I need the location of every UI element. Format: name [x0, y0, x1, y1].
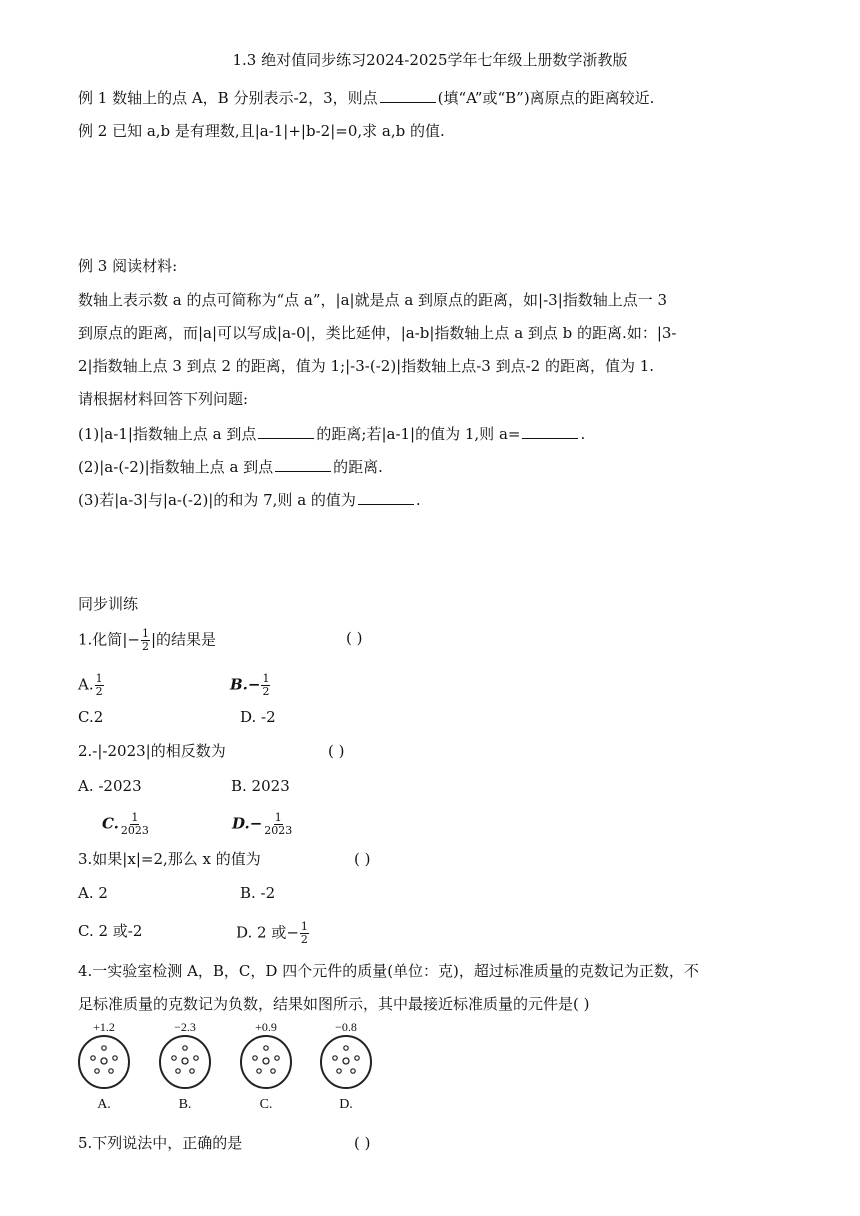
- component-value: +1.2: [93, 1020, 115, 1034]
- minus-sign: −: [286, 923, 299, 942]
- answer-paren: ( ): [354, 1134, 371, 1152]
- minus-sign: −: [249, 814, 263, 833]
- q2-text-a: (2)|a-(-2)|指数轴上点 a 到点: [78, 458, 274, 476]
- option-b: B. -2: [240, 884, 276, 902]
- fraction: [120, 812, 150, 837]
- option-d: [232, 812, 294, 837]
- example-2: 例 2 已知 a,b 是有理数,且|a-1|+|b-2|=0,求 a,b 的值.: [78, 122, 445, 140]
- fraction: [263, 812, 293, 837]
- sync-question-4-line-1: 4.一实验室检测 A，B，C，D 四个元件的质量(单位：克)，超过标准质量的克数记为正数，不: [78, 962, 699, 980]
- example-3-question-1: [78, 424, 585, 444]
- numerator: 1: [300, 920, 308, 933]
- material-line-2: 到原点的距离，而|a|可以写成|a-0|，类比延伸，|a-b|指数轴上点 a 到点 b 的距离.如：|3-: [78, 324, 677, 342]
- denominator: 2: [95, 685, 103, 698]
- option-c: C. 2 或-2: [78, 922, 143, 940]
- denominator: 2: [262, 685, 270, 698]
- fraction: [261, 673, 270, 698]
- abs-bar: |: [122, 630, 128, 649]
- denominator: 2023: [264, 824, 293, 837]
- answer-paren: ( ): [328, 742, 345, 760]
- component-disc-icon: [238, 1034, 294, 1090]
- q3-text-a: (3)若|a-3|与|a-(-2)|的和为 7,则 a 的值为: [78, 491, 356, 509]
- option-a: A. 2: [78, 884, 108, 902]
- option-c: [102, 812, 151, 837]
- q-text: 的结果是: [156, 630, 217, 649]
- option-letter: B.: [230, 675, 248, 694]
- component-label: B.: [178, 1097, 192, 1112]
- option-c: C.2: [78, 708, 104, 726]
- example-1-text: 例 1 数轴上的点 A，B 分别表示-2，3，则点: [78, 89, 378, 107]
- fraction: [300, 921, 309, 946]
- q1-text-a: (1)|a-1|指数轴上点 a 到点: [78, 425, 257, 443]
- denominator: 2023: [120, 824, 149, 837]
- component-c: [236, 1020, 296, 1113]
- component-value: +0.9: [255, 1020, 277, 1034]
- answer-paren: ( ): [346, 629, 363, 647]
- option-d: D. -2: [240, 708, 276, 726]
- fraction: [95, 673, 104, 698]
- option-letter: C.: [102, 814, 119, 833]
- answer-blank: [258, 424, 314, 439]
- option-letter: A.: [78, 675, 94, 694]
- numerator: 1: [274, 811, 282, 824]
- component-disc-icon: [157, 1034, 213, 1090]
- q1-text-b: 的距离;若|a-1|的值为 1,则 a=: [316, 425, 521, 443]
- abs-bar: |: [150, 630, 157, 649]
- numerator: 1: [141, 627, 149, 640]
- component-disc-icon: [318, 1034, 374, 1090]
- numerator: 1: [262, 672, 270, 685]
- component-label: C.: [259, 1097, 273, 1112]
- q3-text-b: .: [415, 491, 421, 509]
- page-title: 1.3 绝对值同步练习2024-2025学年七年级上册数学浙教版: [232, 51, 628, 69]
- answer-paren: ( ): [354, 850, 371, 868]
- component-d: [316, 1020, 376, 1113]
- option-b: [230, 673, 271, 698]
- sync-question-1: [78, 628, 216, 653]
- q2-text-b: 的距离.: [333, 458, 383, 476]
- denominator: 2: [300, 933, 308, 946]
- sync-heading: 同步训练: [78, 595, 139, 613]
- example-1: [78, 88, 654, 108]
- material-line-3: 2|指数轴上点 3 到点 2 的距离，值为 1;|-3-(-2)|指数轴上点-3 到点-2 的距离，值为 1.: [78, 357, 655, 375]
- component-disc-icon: [76, 1034, 132, 1090]
- sync-question-4-line-2: 足标准质量的克数记为负数，结果如图所示，其中最接近标准质量的元件是( ): [78, 995, 590, 1013]
- answer-blank: [275, 457, 331, 472]
- sync-question-5: 5.下列说法中，正确的是: [78, 1134, 243, 1152]
- minus-sign: −: [247, 675, 261, 694]
- component-a: [74, 1020, 134, 1113]
- option-b: B. 2023: [231, 777, 290, 795]
- denominator: 2: [141, 640, 149, 653]
- option-a: A. -2023: [78, 777, 142, 795]
- component-label: A.: [97, 1097, 111, 1112]
- q1-text-c: .: [580, 425, 586, 443]
- option-letter: D.: [232, 814, 250, 833]
- option-text: D. 2 或: [236, 923, 287, 942]
- component-b: [155, 1020, 215, 1113]
- component-label: D.: [339, 1097, 353, 1112]
- material-line-4: 请根据材料回答下列问题:: [78, 390, 249, 408]
- option-a: [78, 673, 105, 698]
- option-d: [236, 921, 310, 946]
- minus-sign: −: [127, 630, 140, 649]
- sync-question-3: 3.如果|x|=2,那么 x 的值为: [78, 850, 261, 868]
- component-value: −2.3: [174, 1020, 196, 1034]
- example-3-question-3: [78, 490, 421, 510]
- fraction: [141, 628, 150, 653]
- example-1-hint: (填“A”或“B”)离原点的距离较近.: [437, 89, 655, 107]
- example-3-question-2: [78, 457, 383, 477]
- answer-blank: [522, 424, 578, 439]
- q-text: 1.化简: [78, 630, 123, 649]
- answer-blank: [380, 88, 436, 103]
- numerator: 1: [95, 672, 103, 685]
- example-3-heading: 例 3 阅读材料:: [78, 257, 178, 275]
- material-line-1: 数轴上表示数 a 的点可简称为“点 a”，|a|就是点 a 到原点的距离，如|-3|指数轴上点一 3: [78, 291, 668, 309]
- component-value: −0.8: [335, 1020, 357, 1034]
- sync-question-2: 2.-|-2023|的相反数为: [78, 742, 226, 760]
- answer-blank: [358, 490, 414, 505]
- numerator: 1: [131, 811, 139, 824]
